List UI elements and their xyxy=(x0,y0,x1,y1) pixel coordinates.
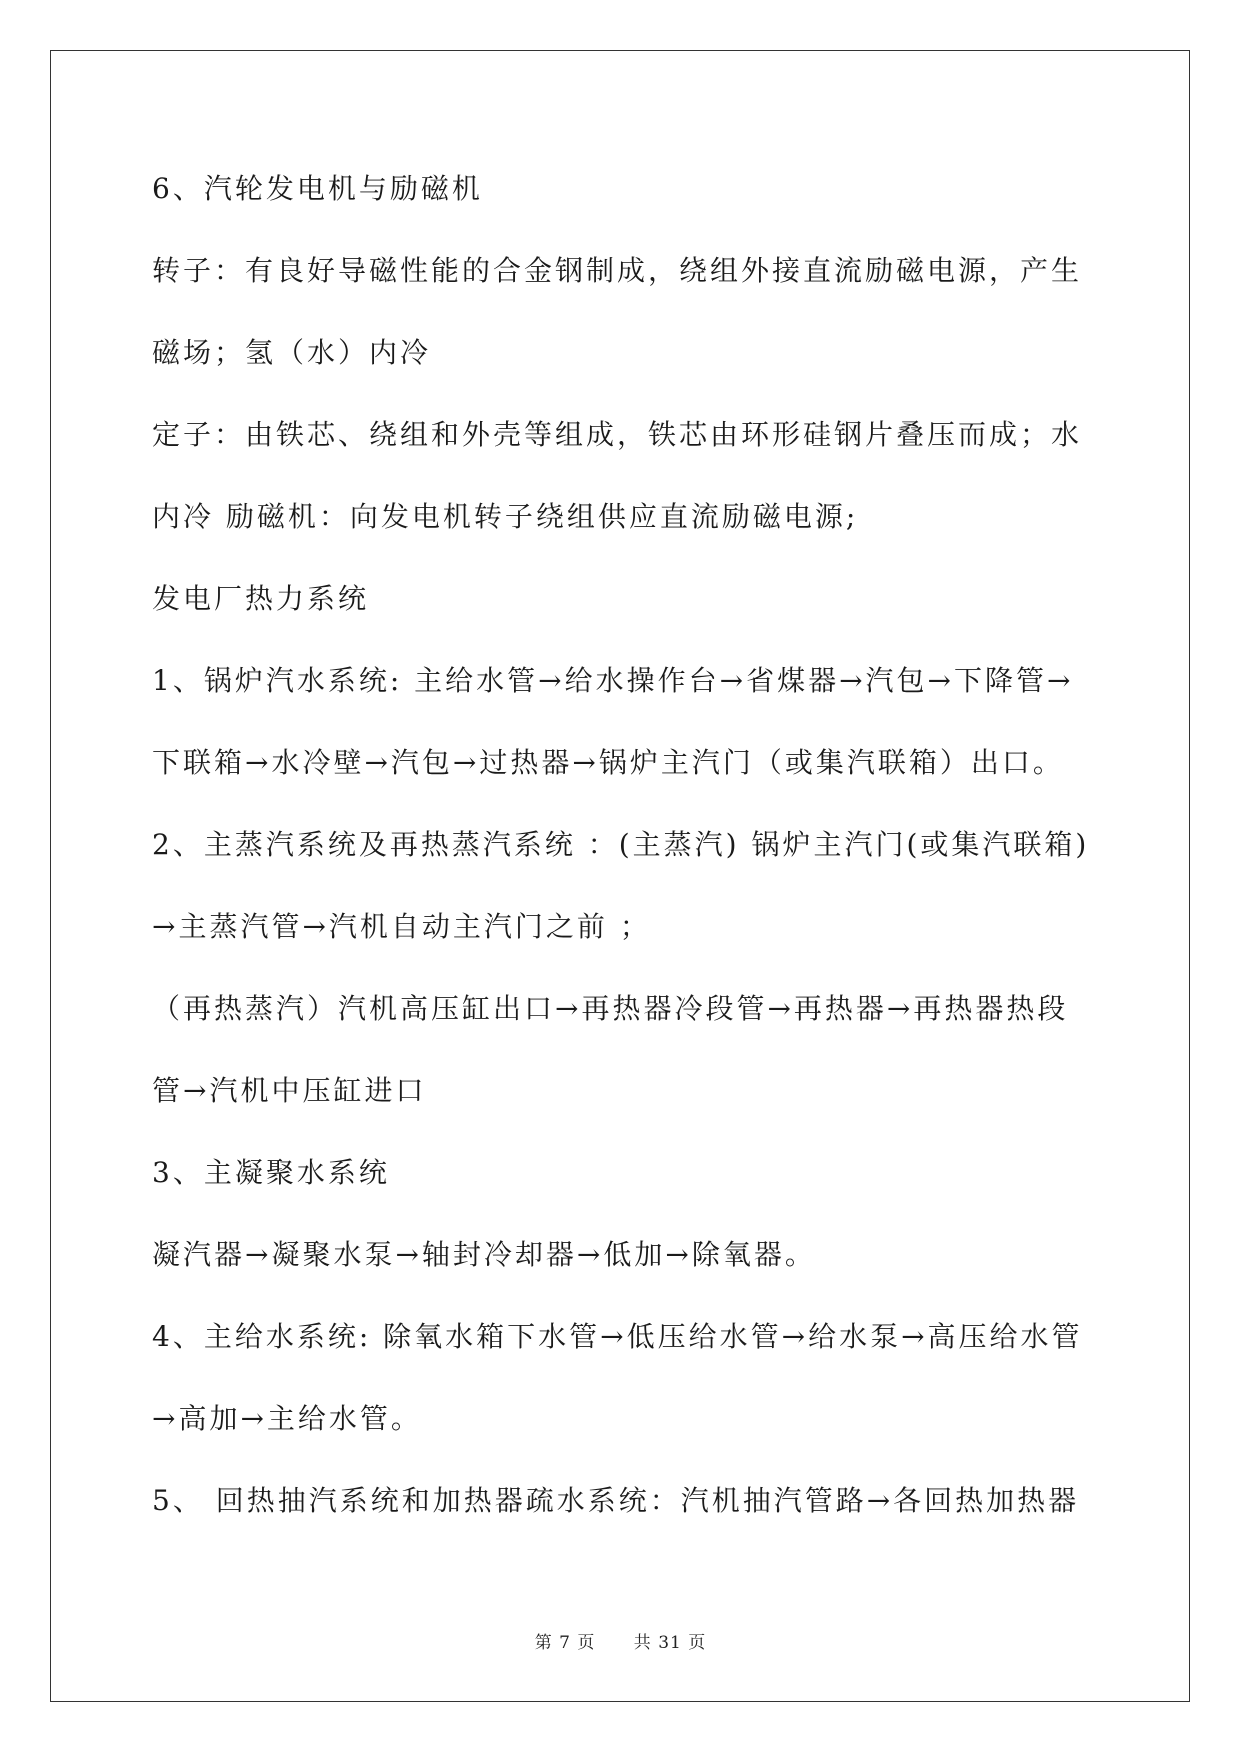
paragraph-line: 下联箱→水冷壁→汽包→过热器→锅炉主汽门（或集汽联箱）出口。 xyxy=(152,746,1064,779)
paragraph-line: 管→汽机中压缸进口 xyxy=(152,1074,427,1107)
paragraph-line: 凝汽器→凝聚水泵→轴封冷却器→低加→除氧器。 xyxy=(152,1238,816,1271)
paragraph-line: →高加→主给水管。 xyxy=(152,1402,422,1435)
paragraph-line: 2、主蒸汽系统及再热蒸汽系统 ：(主蒸汽) 锅炉主汽门(或集汽联箱) xyxy=(152,828,1090,861)
document-body xyxy=(152,163,1092,1557)
heading-generator-exciter: 6、汽轮发电机与励磁机 xyxy=(152,172,483,205)
paragraph-line: 定子：由铁芯、绕组和外壳等组成，铁芯由环形硅钢片叠压而成；水 xyxy=(152,418,1083,451)
paragraph-line: 4、主给水系统: 除氧水箱下水管→低压给水管→给水泵→高压给水管 xyxy=(152,1320,1083,1353)
footer-spacer xyxy=(602,1633,628,1653)
paragraph-line: 5、 回热抽汽系统和加热器疏水系统：汽机抽汽管路→各回热加热器 xyxy=(152,1484,1080,1517)
paragraph-line: 磁场；氢（水）内冷 xyxy=(152,336,432,369)
paragraph-line: 内冷 励磁机：向发电机转子绕组供应直流励磁电源; xyxy=(152,500,859,533)
page-footer xyxy=(0,1628,1241,1653)
page-total: 共 31 页 xyxy=(633,1633,707,1653)
section-heading-thermal-system: 发电厂热力系统 xyxy=(152,582,370,615)
paragraph-line: →主蒸汽管→汽机自动主汽门之前 ； xyxy=(152,910,651,943)
paragraph-line: （再热蒸汽）汽机高压缸出口→再热器冷段管→再热器→再热器热段 xyxy=(152,992,1069,1025)
page-number: 第 7 页 xyxy=(534,1633,596,1653)
paragraph-line: 转子：有良好导磁性能的合金钢制成，绕组外接直流励磁电源，产生 xyxy=(152,254,1083,287)
heading-condensate-system: 3、主凝聚水系统 xyxy=(152,1156,390,1189)
paragraph-line: 1、锅炉汽水系统: 主给水管→给水操作台→省煤器→汽包→下降管→ xyxy=(152,664,1074,697)
